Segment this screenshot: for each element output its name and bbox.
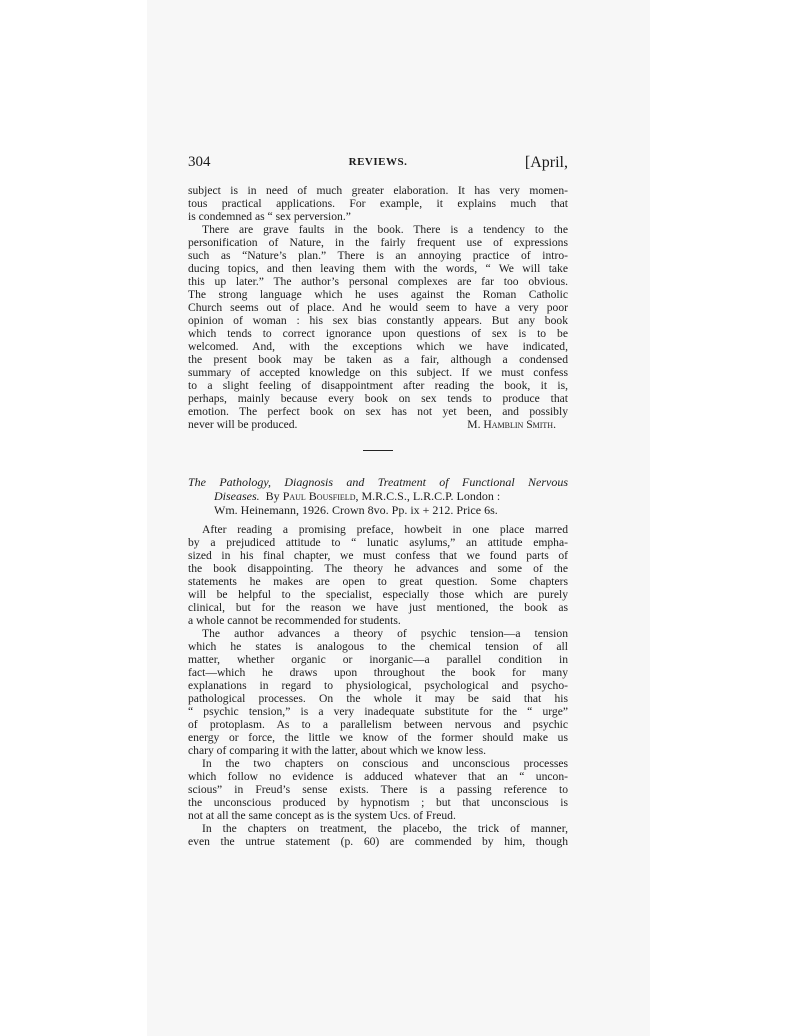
text-line: which follow no evidence is adduced whatever that an “ uncon- bbox=[188, 770, 568, 783]
text-fragment: never will be produced. bbox=[188, 418, 298, 431]
text-line: will be helpful to the specialist, especially those which are purely bbox=[188, 588, 568, 601]
text-line: chary of comparing it with the latter, about which we know less. bbox=[188, 744, 486, 757]
page-number: 304 bbox=[188, 154, 211, 170]
book-title-end: Diseases. bbox=[214, 489, 260, 503]
text-line: energy or force, the little we know of the former should make us bbox=[188, 731, 568, 744]
text-line: Church seems out of place. And he would seem to have a very poor bbox=[188, 301, 568, 314]
section-divider bbox=[363, 450, 393, 451]
page-header bbox=[188, 154, 568, 176]
text-line: to a slight feeling of disappointment after reading the book, it is, bbox=[188, 379, 568, 392]
text-fragment: , M.R.C.S., L.R.C.P. London : bbox=[355, 489, 501, 503]
review-two bbox=[188, 475, 568, 848]
text-line: not at all the same concept as is the system Ucs. of Freud. bbox=[188, 809, 456, 822]
text-fragment: By bbox=[265, 489, 280, 503]
text-line: clinical, but for the reason we have just mentioned, the book as bbox=[188, 601, 568, 614]
signature-line bbox=[188, 418, 568, 431]
text-line: the present book may be taken as a fair, although a condensed bbox=[188, 353, 568, 366]
publication-details: Wm. Heinemann, 1926. Crown 8vo. Pp. ix + 212. Price 6s. bbox=[214, 503, 498, 517]
text-line: which he states is analogous to the chemical tension of all bbox=[188, 640, 568, 653]
text-line: “ psychic tension,” is a very inadequate substitute for the “ urge” bbox=[188, 705, 568, 718]
text-line: The author advances a theory of psychic tension—a tension bbox=[202, 627, 568, 640]
review-one bbox=[188, 184, 568, 431]
text-line: the book disappointing. The theory he advances and some of the bbox=[188, 562, 568, 575]
text-line: In the chapters on treatment, the placebo, the trick of manner, bbox=[202, 822, 568, 835]
text-line: After reading a promising preface, howbeit in one place marred bbox=[202, 523, 568, 536]
text-line: is condemned as “ sex perversion.” bbox=[188, 210, 351, 223]
text-line: scious” in Freud’s sense exists. There is a passing reference to bbox=[188, 783, 568, 796]
text-line: opinion of woman : his sex bias constantly appears. But any book bbox=[188, 314, 568, 327]
text-line: ducing topics, and then leaving them with the words, “ We will take bbox=[188, 262, 568, 275]
text-line: matter, whether organic or inorganic—a parallel condition in bbox=[188, 653, 568, 666]
text-line: There are grave faults in the book. There is a tendency to the bbox=[202, 223, 568, 236]
text-line: of protoplasm. As to a parallelism between nervous and psychic bbox=[188, 718, 568, 731]
text-line: perhaps, mainly because every book on sex tends to produce that bbox=[188, 392, 568, 405]
text-line: sized in his final chapter, we must confess that we found parts of bbox=[188, 549, 568, 562]
text-line: The strong language which he uses against the Roman Catholic bbox=[188, 288, 568, 301]
text-line: welcomed. And, with the exceptions which we have indicated, bbox=[188, 340, 568, 353]
text-line: even the untrue statement (p. 60) are commended by him, though bbox=[188, 835, 568, 848]
text-line: which tends to correct ignorance upon questions of sex is to be bbox=[188, 327, 568, 340]
book-author: Paul Bousfield bbox=[282, 489, 356, 503]
text-line: explanations in regard to physiological, psychological and psycho- bbox=[188, 679, 568, 692]
text-line: pathological processes. On the whole it may be said that his bbox=[188, 692, 568, 705]
text-line: a whole cannot be recommended for students. bbox=[188, 614, 401, 627]
book-title: The Pathology, Diagnosis and Treatment of Functional Nervous bbox=[188, 475, 568, 489]
text-line: tous practical applications. For example, it explains much that bbox=[188, 197, 568, 210]
text-line: this up later.” The author’s personal complexes are far too obvious. bbox=[188, 275, 568, 288]
text-line: In the two chapters on conscious and unconscious processes bbox=[202, 757, 568, 770]
text-line: fact—which he draws upon throughout the book for many bbox=[188, 666, 568, 679]
running-head: REVIEWS. bbox=[348, 156, 408, 168]
text-line: such as “Nature’s plan.” There is an annoying practice of intro- bbox=[188, 249, 568, 262]
text-line: summary of accepted knowledge on this subject. If we must confess bbox=[188, 366, 568, 379]
issue-date: [April, bbox=[524, 154, 568, 171]
text-line: subject is in need of much greater elaboration. It has very momen- bbox=[188, 184, 568, 197]
text-line: statements he makes are open to great question. Some chapters bbox=[188, 575, 568, 588]
text-line: personification of Nature, in the fairly frequent use of expressions bbox=[188, 236, 568, 249]
text-line: emotion. The perfect book on sex has not yet been, and possibly bbox=[188, 405, 568, 418]
text-line: by a prejudiced attitude to “ lunatic asylums,” an attitude empha- bbox=[188, 536, 568, 549]
text-line: the unconscious produced by hypnotism ; but that unconscious is bbox=[188, 796, 568, 809]
reviewer-signature: M. Hamblin Smith. bbox=[467, 418, 556, 431]
book-citation bbox=[188, 489, 568, 503]
